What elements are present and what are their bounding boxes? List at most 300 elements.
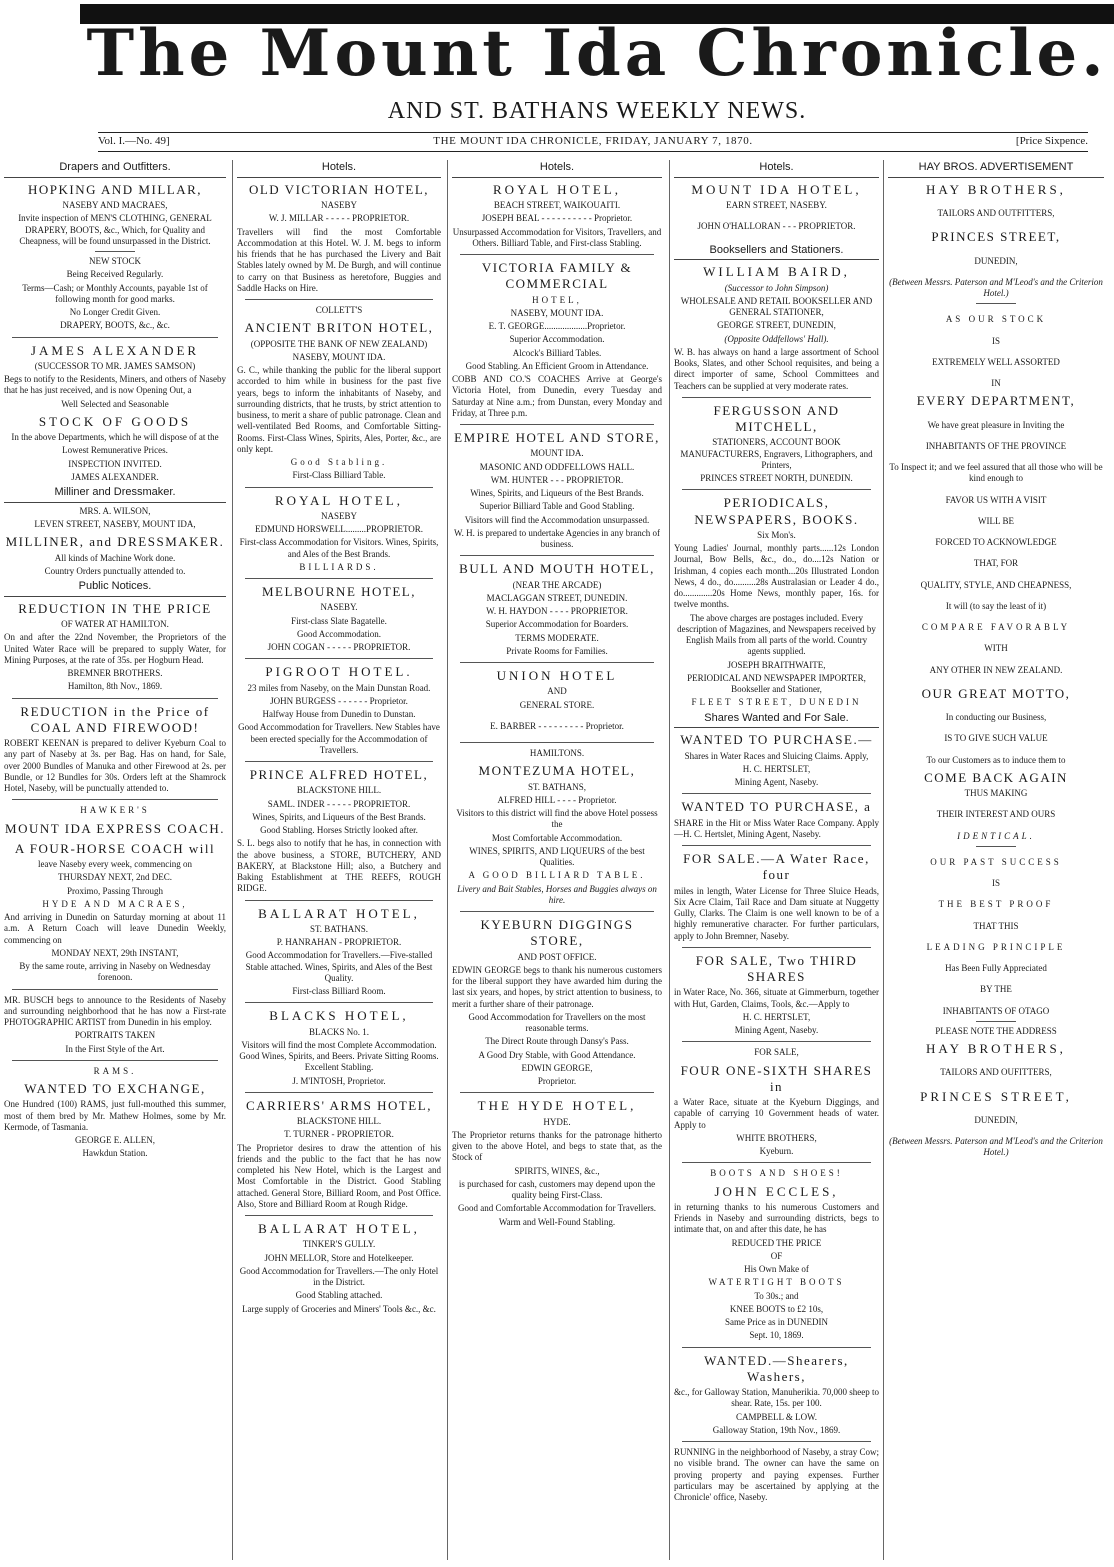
masthead-title: The Mount Ida Chronicle. xyxy=(86,16,1108,91)
ad-line: (Successor to John Simpson) xyxy=(724,282,829,293)
ad-line: W. J. MILLAR - - - - - PROPRIETOR. xyxy=(268,213,410,224)
ad-line: Visitors will find the Accommodation unsurpassed. xyxy=(464,514,650,525)
divider xyxy=(460,1092,654,1093)
ad-line: (OPPOSITE THE BANK OF NEW ZEALAND) xyxy=(250,338,428,349)
ad-body: leave Naseby every week, commencing on xyxy=(38,859,192,869)
ad-line: BILLIARDS. xyxy=(299,561,379,572)
ad-title: WANTED TO PURCHASE.— xyxy=(680,732,873,748)
ad-signature: H. C. HERTSLET, xyxy=(742,1011,811,1022)
ad-line: P. HANRAHAN - PROPRIETOR. xyxy=(276,937,402,947)
ad-line: Six Mon's. xyxy=(757,529,796,540)
ad-body: STATIONERS, ACCOUNT BOOK MANUFACTURERS, Engravers, Lithographers, and Printers, xyxy=(680,437,873,470)
divider xyxy=(682,793,871,794)
divider xyxy=(682,489,871,490)
ad-body: COBB AND CO.'S COACHES Arrive at George's Victoria Hotel, from Dunedin, every Tuesday and Saturday at Nine a.m.; from Dunstan, every Monday and Friday, at Three p.m. xyxy=(452,374,662,418)
ad-line: (Between Messrs. Paterson and M'Leod's and the Criterion Hotel.) xyxy=(889,276,1103,298)
ad-line: TINKER'S GULLY. xyxy=(302,1239,376,1250)
column-5 xyxy=(883,160,1108,1560)
ad-line: BEACH STREET, WAIKOUAITI. xyxy=(493,200,621,210)
ad-line: AND POST OFFICE. xyxy=(517,951,597,962)
ad-body: a Water Race, situate at the Kyeburn Diggings, and capable of carrying 10 Government heads of water. Apply to xyxy=(674,1097,879,1130)
ad-line: HYDE AND MACRAES, xyxy=(42,898,188,909)
ad-line: TAILORS AND OUTFITTERS, xyxy=(937,208,1055,218)
divider xyxy=(245,761,433,762)
ad-line: Good Stabling. Horses Strictly looked after. xyxy=(260,825,418,835)
ad-line: AND xyxy=(547,686,567,697)
ad-line: MOUNT IDA. xyxy=(530,448,584,459)
ad-body: Terms—Cash; or Monthly Accounts, payable 1st of following month for good marks. xyxy=(22,282,208,304)
ad-line: QUALITY, STYLE, AND CHEAPNESS, xyxy=(920,579,1072,590)
ad-body: RUNNING in the neighborhood of Naseby, a stray Cow; no visible brand. The owner can have the same on proving property and paying expenses. Further particulars may be ascertained by applying at the Chronicle' office, Naseby. xyxy=(674,1447,879,1502)
ad-line: Good Accommodation. xyxy=(297,628,381,639)
divider xyxy=(976,846,1016,847)
ad-line: To our Customers as to induce them to xyxy=(926,754,1066,765)
ad-line: COLLETT'S xyxy=(315,305,363,315)
ad-line: MASONIC AND ODDFELLOWS HALL. xyxy=(479,461,635,472)
ad-title: OLD VICTORIAN HOTEL, xyxy=(248,181,430,197)
ad-line: INSPECTION INVITED. xyxy=(68,458,162,469)
ad-line: MONDAY NEXT, 29th INSTANT, xyxy=(51,947,179,958)
ad-line: Mining Agent, Naseby. xyxy=(734,1025,819,1035)
ad-line: Has Been Fully Appreciated xyxy=(945,963,1047,973)
ad-line: Alcock's Billiard Tables. xyxy=(512,347,602,358)
ad-title: BULL AND MOUTH HOTEL, xyxy=(459,561,655,577)
ad-title: BALLARAT HOTEL, xyxy=(258,905,420,921)
divider xyxy=(245,487,433,488)
ad-line: Lowest Remunerative Prices. xyxy=(62,445,168,456)
ad-body: And arriving in Dunedin on Saturday morning at about 11 a.m. A Return Coach will leave Dunedin Weekly, commencing on xyxy=(4,912,226,945)
ad-title: REDUCTION IN THE PRICE xyxy=(18,600,212,616)
divider xyxy=(460,911,654,912)
ad-line: Hawkdun Station. xyxy=(82,1148,148,1159)
ad-line: AS OUR STOCK xyxy=(945,314,1047,325)
ad-line: W. H. is prepared to undertake Agencies in any branch of business. xyxy=(453,527,661,549)
ad-body: Begs to notify to the Residents, Miners, and others of Naseby that he has just received, and is now Opening Out, a xyxy=(4,374,226,396)
ad-line: DRAPERY, BOOTS, &c., &c. xyxy=(60,320,170,331)
section-heading: Drapers and Outfitters. xyxy=(4,160,226,178)
ad-title: FOR SALE.—A Water Race, four xyxy=(683,851,870,883)
price: [Price Sixpence. xyxy=(1015,135,1088,147)
ad-signature: CAMPBELL & LOW. xyxy=(735,1411,818,1422)
ad-title: PRINCE ALFRED HOTEL, xyxy=(249,767,429,782)
ad-line: KNEE BOOTS to £2 10s, xyxy=(729,1303,824,1314)
ad-line: Good Stabling. xyxy=(290,457,388,467)
divider xyxy=(12,1060,218,1061)
ad-title: FERGUSSON AND MITCHELL, xyxy=(713,402,840,434)
ad-line: JOHN MELLOR, Store and Hotelkeeper. xyxy=(264,1252,414,1263)
ad-line: INHABITANTS OF THE PROVINCE xyxy=(925,440,1067,451)
ad-line: JOHN COGAN - - - - - PROPRIETOR. xyxy=(267,642,411,652)
ad-line: E. T. GEORGE...................Proprietor. xyxy=(488,321,626,331)
ad-line: EVERY DEPARTMENT, xyxy=(916,393,1076,409)
ad-line: Good Stabling attached. xyxy=(295,1290,383,1301)
ad-line: JOHN BURGESS - - - - - - Proprietor. xyxy=(270,695,408,706)
ad-line: NASEBY xyxy=(320,510,357,521)
ad-line: JOSEPH BEAL - - - - - - - - - - Proprietor. xyxy=(481,213,633,224)
ad-body: Visitors to this district will find the above Hotel possess the xyxy=(456,808,658,830)
ad-line: PORTRAITS TAKEN xyxy=(74,1030,156,1041)
ad-line: J. M'INTOSH, Proprietor. xyxy=(292,1075,386,1086)
ad-signature: WHITE BROTHERS, xyxy=(736,1132,817,1143)
divider xyxy=(682,947,871,948)
column-2 xyxy=(232,160,445,1560)
ad-line: SPIRITS, WINES, &c., xyxy=(514,1165,600,1176)
ad-line: First-class Slate Bagatelle. xyxy=(291,615,387,626)
ad-title: WANTED TO PURCHASE, a xyxy=(681,799,872,815)
ad-title: BALLARAT HOTEL, xyxy=(258,1221,420,1236)
ad-line: COME BACK AGAIN xyxy=(924,769,1068,785)
divider xyxy=(682,1441,871,1442)
ad-line: BLACKSTONE HILL. xyxy=(296,785,382,796)
ad-line: NASEBY xyxy=(320,200,357,210)
ad-line: BY THE xyxy=(980,984,1012,995)
ad-body: Good Accommodation for Travellers.—Five-stalled Stable attached. Wines, Spirits, and Ales of the Best Quality. xyxy=(245,950,433,983)
ad-line: IS xyxy=(991,878,1000,888)
column-4 xyxy=(669,160,883,1560)
ad-line: Private Rooms for Families. xyxy=(506,645,608,656)
ad-line: FLEET STREET, DUNEDIN xyxy=(691,697,862,708)
ad-title: HAY BROTHERS, xyxy=(926,1041,1066,1056)
divider xyxy=(245,1002,433,1003)
ad-line: Proximo, Passing Through xyxy=(66,885,164,896)
ad-line: Kyeburn. xyxy=(759,1146,794,1156)
ad-line: Being Received Regularly. xyxy=(66,269,164,280)
ad-line: WILL BE xyxy=(978,515,1014,526)
ad-line: IDENTICAL. xyxy=(957,830,1035,841)
ad-body: Unsurpassed Accommodation for Visitors, Travellers, and Others. Billiard Table, and First-class Stabling. xyxy=(452,226,662,248)
ad-line: Large supply of Groceries and Miners' Tools &c., &c. xyxy=(242,1303,436,1314)
ad-line: NASEBY, MOUNT IDA. xyxy=(292,351,386,362)
ad-line: E. BARBER - - - - - - - - - Proprietor. xyxy=(490,720,624,731)
ad-line: OUR PAST SUCCESS xyxy=(930,856,1062,867)
ad-title: HAY BROTHERS, xyxy=(926,181,1066,197)
ad-line: INHABITANTS OF OTAGO xyxy=(942,1005,1050,1016)
ad-line: PRINCES STREET, xyxy=(931,229,1061,245)
section-heading: HAY BROS. ADVERTISEMENT xyxy=(888,160,1104,178)
ad-title: FOR SALE, Two THIRD SHARES xyxy=(695,952,858,984)
ad-body: miles in length, Water License for Three Sluice Heads, Six Acre Claim, Tail Race and Dam situate at Nuggetty Gully, Clarks. The Claim is one well known to be of a highly remunerative character. For further particulars, apply to John Bremner, Naseby. xyxy=(674,885,879,941)
ad-line: Good and Comfortable Accommodation for Travellers. xyxy=(458,1203,656,1214)
ad-title: FOUR ONE-SIXTH SHARES in xyxy=(680,1062,873,1094)
divider xyxy=(245,658,433,659)
ad-line: SAML. INDER - - - - - PROPRIETOR. xyxy=(267,798,411,809)
ad-line: COMPARE FAVORABLY xyxy=(921,622,1071,632)
ad-line: Same Price as in DUNEDIN xyxy=(725,1317,828,1327)
ad-line: IN xyxy=(991,378,1001,388)
ad-line: Good Stabling. An Efficient Groom in Attendance. xyxy=(465,360,649,371)
divider xyxy=(682,397,871,398)
ad-body: &c., for Galloway Station, Manuherikia. 70,000 sheep to shear. Rate, 15s. per 100. xyxy=(674,1387,879,1409)
ad-line: LEADING PRINCIPLE xyxy=(926,941,1066,952)
ad-line: PRINCES STREET NORTH, DUNEDIN. xyxy=(700,473,853,483)
ad-title: MOUNT IDA HOTEL, xyxy=(691,181,862,197)
ad-line: 23 miles from Naseby, on the Main Dunstan Road. xyxy=(247,682,431,693)
ad-line: PERIODICAL AND NEWSPAPER IMPORTER, Bookseller and Stationer, xyxy=(687,672,866,694)
ad-line: Wines, Spirits, and Liqueurs of the Best Brands. xyxy=(252,811,426,822)
ad-line: Galloway Station, 19th Nov., 1869. xyxy=(712,1424,841,1435)
ad-body: in Water Race, No. 366, situate at Gimmerburn, together with Hut, Garden, Claims, Tools, &c.—Apply to xyxy=(674,987,879,1009)
ad-line: THUS MAKING xyxy=(964,788,1028,798)
divider xyxy=(95,251,135,252)
ad-line: WHOLESALE AND RETAIL BOOKSELLER AND GENERAL STATIONER, xyxy=(680,295,873,317)
ad-line: EXTREMELY WELL ASSORTED xyxy=(932,356,1060,367)
ad-line: FAVOR US WITH A VISIT xyxy=(945,494,1047,505)
ad-line: Hamilton, 8th Nov., 1869. xyxy=(67,681,163,692)
ad-line: THAT THIS xyxy=(973,920,1019,931)
ad-line: T. TURNER - PROPRIETOR. xyxy=(284,1129,394,1140)
ad-line: Proprietor. xyxy=(537,1076,577,1086)
ad-body: Shares in Water Races and Sluicing Claims. Apply, xyxy=(684,750,869,761)
ad-title: WANTED.—Shearers, Washers, xyxy=(704,1352,849,1384)
ad-signature: BREMNER BROTHERS. xyxy=(67,668,163,678)
ad-title: WANTED TO EXCHANGE, xyxy=(24,1081,206,1096)
ad-line: ANY OTHER IN NEW ZEALAND. xyxy=(929,664,1063,675)
ad-line: (Opposite Oddfellows' Hall). xyxy=(724,333,829,344)
ad-body: in returning thanks to his numerous Customers and Friends in Naseby and surrounding districts, begs to intimate that, on and after this date, he has xyxy=(674,1201,879,1235)
ad-line: DUNEDIN, xyxy=(974,255,1018,266)
ad-title: RAMS. xyxy=(93,1065,137,1076)
ad-body: In the above Departments, which he will dispose of at the xyxy=(11,432,219,442)
ad-body: One Hundred (100) RAMS, just full-mouthed this summer, most of them bred by Mr. Mathew Holmes, some by Mr. Kermode, of Tasmania. xyxy=(4,1099,226,1132)
ad-line: ALFRED HILL - - - - Proprietor. xyxy=(497,794,617,805)
ad-body: Travellers will find the most Comfortable Accommodation at this Hotel. W. J. M. begs to inform his friends that he has purchased the Livery and Bait Stables lately owned by M. De Burgh, and will continue to carry on that Business as heretofore, Buggies and Saddle Hacks on Hire. xyxy=(237,226,441,293)
ad-line: It will (to say the least of it) xyxy=(945,600,1047,611)
divider xyxy=(245,578,433,579)
ad-line: LEVEN STREET, NASEBY, MOUNT IDA, xyxy=(34,519,196,529)
ad-title: UNION HOTEL xyxy=(496,668,618,683)
section-heading: Hotels. xyxy=(452,160,662,178)
divider xyxy=(12,698,218,699)
divider xyxy=(976,303,1016,304)
section-heading: Milliner and Dressmaker. xyxy=(4,485,226,503)
section-heading: Shares Wanted and For Sale. xyxy=(674,711,879,729)
ad-line: STOCK OF GOODS xyxy=(38,413,192,429)
ad-body: Young Ladies' Journal, monthly parts......12s London Journal, Bow Bells, &c., do., do....12s Nation or Irishman, 4 copies each month...20s Illustrated London News, 4 do., do..........28s Australasian or Leader 4 do., do.............20s Home News, monthly paper, 16s. for twelve months. xyxy=(674,543,879,610)
ad-line: OF xyxy=(770,1250,783,1261)
section-heading: Public Notices. xyxy=(4,579,226,597)
ad-title: WILLIAM BAIRD, xyxy=(703,264,850,280)
ad-title: MILLINER, and DRESSMAKER. xyxy=(5,534,225,550)
ad-line: TERMS MODERATE. xyxy=(515,632,599,643)
ad-line: HYDE. xyxy=(543,1116,571,1127)
ad-line: EDMUND HORSWELL.........PROPRIETOR. xyxy=(254,524,424,534)
ad-line: First-Class Billiard Table. xyxy=(292,470,386,481)
divider xyxy=(460,662,654,663)
ad-line: Superior Billiard Table and Good Stabling. xyxy=(479,501,635,512)
ad-title: PIGROOT HOTEL. xyxy=(265,664,413,680)
ad-title: MONTEZUMA HOTEL, xyxy=(478,763,636,779)
ad-body: On and after the 22nd November, the Proprietors of the United Water Race will be prepared to supply Water, for Mining Purposes, at the rate of 35s. per Hogburn Head. xyxy=(4,632,226,665)
ad-body: Good Accommodation for Travellers. New Stables have been erected specially for the Accommodation of Travellers. xyxy=(238,722,440,755)
ad-line: Mining Agent, Naseby. xyxy=(734,777,819,787)
ad-title: THE HYDE HOTEL, xyxy=(477,1098,637,1114)
ad-line: REDUCED THE PRICE xyxy=(731,1237,822,1248)
divider xyxy=(460,424,654,425)
ad-line: (Between Messrs. Paterson and M'Leod's and the Criterion Hotel.) xyxy=(889,1136,1103,1158)
divider xyxy=(245,1215,433,1216)
ad-line: BLACKSTONE HILL. xyxy=(296,1116,382,1126)
ad-body: To Inspect it; and we feel assured that all those who will be kind enough to xyxy=(889,462,1103,484)
ad-line: His Own Make of xyxy=(744,1264,809,1274)
ad-line: Warm and Well-Found Stabling. xyxy=(498,1216,616,1227)
ad-line: HAMILTONS. xyxy=(529,748,585,758)
ad-line: A Good Dry Stable, with Good Attendance. xyxy=(478,1049,636,1060)
ad-line: IS xyxy=(991,335,1000,346)
ad-line: DUNEDIN, xyxy=(974,1114,1018,1125)
ad-body: ROBERT KEENAN is prepared to deliver Kyeburn Coal to any part of Naseby at 3s. per Bag. Has on hand, for Sale, over 2000 Bundles of Manuka and other Firewood at 2s. per Bundle, or 12 Bundles for 30s. Orders left at the Shamrock Hotel, Naseby, will be punctually attended to. xyxy=(4,738,226,793)
ad-body: Good Accommodation for Travellers.—The only Hotel in the District. xyxy=(239,1265,439,1287)
ad-title: MELBOURNE HOTEL, xyxy=(262,584,416,599)
masthead-subtitle: AND ST. BATHANS WEEKLY NEWS. xyxy=(387,98,807,124)
ad-line: NEW STOCK xyxy=(89,256,141,266)
ad-title: VICTORIA FAMILY & COMMERCIAL xyxy=(481,260,633,292)
ad-line: NASEBY, MOUNT IDA. xyxy=(510,307,604,318)
ad-line: FORCED TO ACKNOWLEDGE xyxy=(935,537,1057,547)
ad-line: W. H. HAYDON - - - - PROPRIETOR. xyxy=(486,606,628,616)
ad-title: ROYAL HOTEL, xyxy=(275,492,403,508)
ad-title: ANCIENT BRITON HOTEL, xyxy=(244,320,434,336)
ad-line: The Direct Route through Dansy's Pass. xyxy=(485,1036,629,1047)
ad-body: EDWIN GEORGE begs to thank his numerous customers for the liberal support they have awarded him during the last six years, and hopes, by strict attention to business, to merit a further share of their patronage. xyxy=(452,964,662,1009)
ad-line: NASEBY. xyxy=(320,602,358,613)
ad-signature: EDWIN GEORGE, xyxy=(521,1062,593,1073)
ad-title: BLACKS HOTEL, xyxy=(269,1008,409,1024)
divider xyxy=(245,900,433,901)
ad-line: OUR GREAT MOTTO, xyxy=(921,685,1071,701)
ad-line: GEORGE STREET, DUNEDIN, xyxy=(717,320,836,331)
ad-line: (NEAR THE ARCADE) xyxy=(512,579,602,590)
ad-line: EARN STREET, NASEBY. xyxy=(726,200,827,210)
divider xyxy=(12,989,218,990)
ad-body: By the same route, arriving in Naseby on Wednesday forenoon. xyxy=(19,961,211,983)
ad-line: BOOTS AND SHOES! xyxy=(710,1168,843,1179)
ad-line: Superior Accommodation for Boarders. xyxy=(485,619,629,630)
ad-signature: JOSEPH BRAITHWAITE, xyxy=(727,659,826,670)
ad-line: First-class Billiard Room. xyxy=(292,986,386,996)
ad-line: Wines, Spirits, and Liqueurs of the Best Brands. xyxy=(470,488,644,498)
column-1 xyxy=(0,160,230,1560)
ad-line: Well Selected and Seasonable xyxy=(61,398,169,409)
ad-title: MOUNT IDA EXPRESS COACH. xyxy=(5,820,225,836)
ad-line: FOR SALE, xyxy=(754,1047,799,1058)
ad-line: In the First Style of the Art. xyxy=(65,1043,165,1054)
ad-line: PRINCES STREET, xyxy=(920,1088,1072,1104)
ad-title: CARRIERS' ARMS HOTEL, xyxy=(246,1097,432,1113)
ad-line: We have great pleasure in Inviting the xyxy=(927,419,1065,430)
divider xyxy=(682,1347,871,1348)
ad-line: OF WATER AT HAMILTON. xyxy=(61,619,169,629)
divider xyxy=(245,1092,433,1093)
divider xyxy=(245,299,433,300)
divider xyxy=(682,1041,871,1042)
ad-line: TAILORS AND OUFITTERS, xyxy=(940,1067,1052,1078)
ad-line: Sept. 10, 1869. xyxy=(749,1330,804,1341)
ad-line: JOHN O'HALLORAN - - - PROPRIETOR. xyxy=(697,221,856,232)
ad-body: is purchased for cash, customers may depend upon the quality being First-Class. xyxy=(458,1178,656,1200)
ad-body: SHARE in the Hit or Miss Water Race Company. Apply—H. C. Hertslet, Mining Agent, Naseby. xyxy=(674,817,879,839)
ad-body: S. L. begs also to notify that he has, in connection with the above business, a STORE, BUTCHERY, AND BAKERY, at Blackstone Hill; also, a Butchery and Baking Establishment at THE REEFS, ROUGH RIDGE. xyxy=(237,838,441,894)
ad-title: KYEBURN DIGGINGS STORE, xyxy=(480,917,634,949)
divider xyxy=(460,555,654,556)
ad-signature: GEORGE E. ALLEN, xyxy=(75,1135,155,1145)
ad-title: ROYAL HOTEL, xyxy=(493,181,621,197)
dateline xyxy=(98,132,1088,152)
ad-line: THEIR INTEREST AND OURS xyxy=(936,809,1056,820)
divider xyxy=(12,799,218,800)
ad-line: ST. BATHANS. xyxy=(309,923,369,934)
ad-line: PLEASE NOTE THE ADDRESS xyxy=(935,1025,1057,1036)
ad-body: Invite inspection of MEN'S CLOTHING, GENERAL DRAPERY, BOOTS, &c., Which, for Quality and Cheapness, will be found unsurpassed in the District. xyxy=(18,213,212,246)
divider xyxy=(460,254,654,255)
ad-line: THAT, FOR xyxy=(973,558,1019,569)
ad-title: JOHN ECCLES, xyxy=(714,1183,839,1199)
ad-line: A GOOD BILLIARD TABLE. xyxy=(468,870,646,881)
ad-body: MR. BUSCH begs to announce to the Residents of Naseby and surrounding neighborhood that he has now a First-rate PHOTOGRAPHIC ARTIST from Dunedin in his employ. xyxy=(4,994,226,1027)
ad-title: JAMES ALEXANDER xyxy=(30,342,200,358)
ad-body: W. B. has always on hand a large assortment of School Books, Slates, and other School requisites, and being a direct importer of same, School Committees and Teachers can be supplied at very moderate rates. xyxy=(674,346,879,391)
section-heading: Hotels. xyxy=(674,160,879,178)
ad-body: First-class Accommodation for Visitors. Wines, Spirits, and Ales of the Best Brands. xyxy=(239,537,439,559)
ad-title: EMPIRE HOTEL AND STORE, xyxy=(454,430,660,445)
ad-line: To 30s.; and xyxy=(754,1290,799,1301)
ad-line: In conducting our Business, xyxy=(945,712,1047,722)
ad-body: Visitors will find the most Complete Accommodation. Good Wines, Spirits, and Beers. Private Sitting Rooms. Excellent Stabling. xyxy=(239,1039,439,1073)
ad-line: (SUCCESSOR TO MR. JAMES SAMSON) xyxy=(34,360,196,371)
ad-line: Good Accommodation for Travellers on the most reasonable terms. xyxy=(468,1011,646,1033)
ad-line: GENERAL STORE. xyxy=(519,699,595,710)
ad-line: NASEBY AND MACRAES, xyxy=(62,200,168,210)
ad-signature: H. C. HERTSLET, xyxy=(742,763,811,774)
ad-line: WITH xyxy=(984,643,1008,654)
ad-line: Country Orders punctually attended to. xyxy=(44,565,186,576)
ad-line: Superior Accommodation. xyxy=(509,334,605,345)
ad-line: MRS. A. WILSON, xyxy=(79,505,151,516)
section-heading: Hotels. xyxy=(237,160,441,178)
ad-body: The Proprietor desires to draw the attention of his friends and the public to the fact that he has now completed his New Hotel, which is the Largest and Most Comfortable in the District. Good Stabling attached. General Store, Billiard Room, and Post Office. Also, Store and Billiard Room at Rough Ridge. xyxy=(237,1142,441,1209)
section-heading: Booksellers and Stationers. xyxy=(674,243,879,261)
ad-line: HOTEL, xyxy=(532,294,582,305)
ad-line: A FOUR-HORSE COACH will xyxy=(14,840,216,856)
ad-line: All kinds of Machine Work done. xyxy=(54,552,176,563)
ad-line: Livery and Bait Stables, Horses and Buggies always on hire. xyxy=(457,883,657,905)
ad-line: THURSDAY NEXT, 2nd DEC. xyxy=(58,872,172,883)
divider xyxy=(682,845,871,846)
ad-body: The Proprietor returns thanks for the patronage hitherto given to the above Hotel, and begs to state that, as the Stock of xyxy=(452,1129,662,1163)
ad-title: PERIODICALS, NEWSPAPERS, BOOKS. xyxy=(694,495,859,527)
ad-line: WINES, SPIRITS, AND LIQUEURS of the best Qualities. xyxy=(469,845,645,867)
ad-line: Most Comfortable Accommodation. xyxy=(491,832,623,843)
ad-line: MACLAGGAN STREET, DUNEDIN. xyxy=(486,592,628,603)
ad-line: No Longer Credit Given. xyxy=(69,307,161,317)
issue-date: THE MOUNT IDA CHRONICLE, FRIDAY, JANUARY 7, 1870. xyxy=(433,135,753,147)
ad-title: HAWKER'S xyxy=(80,805,150,816)
ad-line: WM. HUNTER - - - PROPRIETOR. xyxy=(490,474,624,485)
divider xyxy=(682,1162,871,1163)
ad-line: ST. BATHANS, xyxy=(527,781,587,792)
column-3 xyxy=(447,160,666,1560)
volume: Vol. I.—No. 49] xyxy=(98,135,170,147)
ad-line: IS TO GIVE SUCH VALUE xyxy=(944,733,1048,744)
ad-body: G. C., while thanking the public for the liberal support accorded to him while in business for the past five years, begs to inform the inhabitants of Naseby, and surrounding districts, that he trusts, by strict attention to business, to merit a share of public patronage. Clean and well-ventilated Bed Rooms, and Comfortable Sitting-Rooms. First-Class Wines, Spirits, Ales, Porter, &c., are only kept. xyxy=(237,365,441,454)
divider xyxy=(12,337,218,338)
ad-title: REDUCTION in the Price of COAL AND FIREWOOD! xyxy=(20,703,210,735)
ad-line: BLACKS No. 1. xyxy=(308,1026,369,1037)
ad-line: WATERTIGHT BOOTS xyxy=(708,1277,845,1288)
ad-title: HOPKING AND MILLAR, xyxy=(27,181,203,197)
ad-line: Halfway House from Dunedin to Dunstan. xyxy=(262,709,416,719)
ad-signature: JAMES ALEXANDER. xyxy=(71,471,159,482)
divider xyxy=(460,742,654,743)
